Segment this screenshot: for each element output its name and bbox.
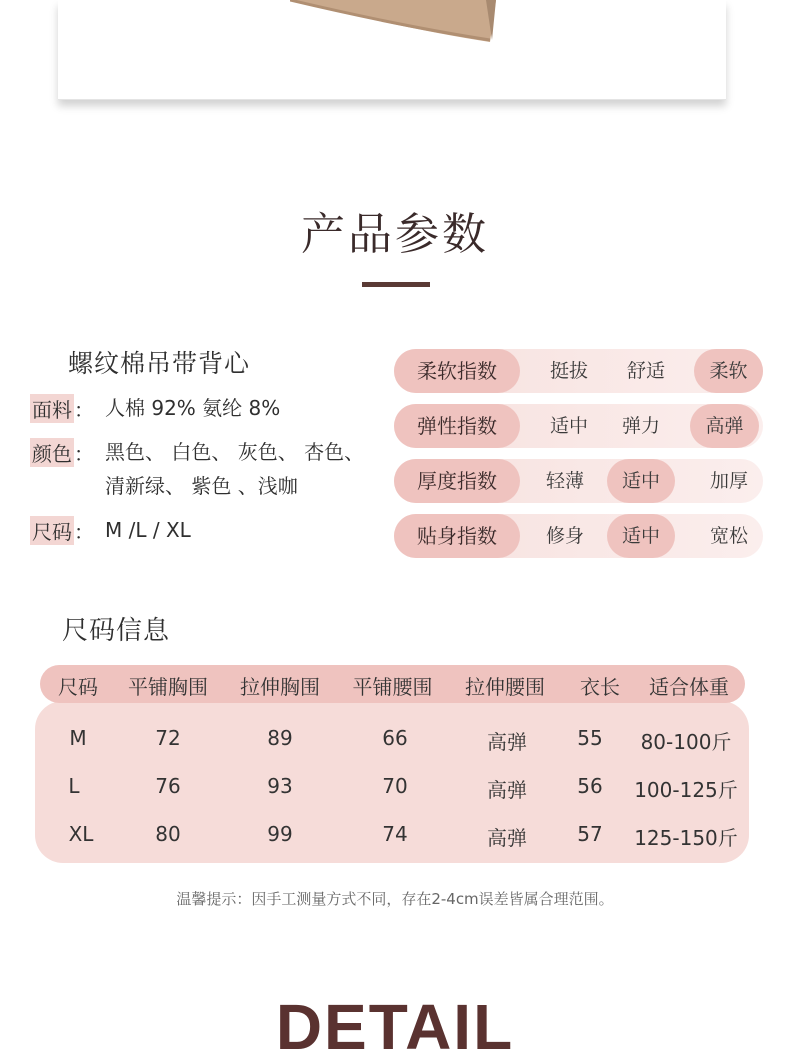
index-elasticity [394,404,763,448]
measurement-note: 温馨提示：因手工测量方式不同，存在2-4cm误差皆属合理范围。 [176,890,614,908]
table-header-cell: 平铺胸围 [128,675,208,699]
table-cell: 80-100斤 [640,730,732,754]
index-option: 修身 [545,525,584,547]
table-cell: 56 [577,774,603,798]
table-cell: 66 [382,726,408,750]
size-info-title: 尺码信息 [62,616,171,646]
index-option-selected: 高弹 [690,404,759,448]
spec-color: 颜色 ： 黑色、 白色、 灰色、 杏色、 清新绿、 紫色 、浅咖 [30,438,94,467]
index-option: 弹力 [621,415,660,437]
fabric-image [290,0,496,42]
index-option-selected: 适中 [607,459,675,503]
spec-color-value-1: 黑色、 白色、 灰色、 杏色、 [105,440,365,464]
index-option: 适中 [549,415,588,437]
page-title: 产品参数 [301,209,489,260]
spec-size: 尺码 ： M /L / XL [30,516,94,545]
table-cell: 93 [267,774,293,798]
table-header-cell: 尺码 [58,675,98,699]
table-cell: 125-150斤 [634,826,738,850]
table-cell: XL [68,822,94,846]
spec-fabric-label: 面料 [30,394,74,423]
table-cell: 55 [577,726,603,750]
product-image-card [58,0,726,100]
table-cell: 72 [155,726,181,750]
index-option-selected: 适中 [607,514,675,558]
table-cell: 57 [577,822,603,846]
index-option: 挺拔 [549,360,588,382]
table-cell: 74 [382,822,408,846]
table-header-cell: 拉伸腰围 [465,675,545,699]
table-cell: L [68,774,80,798]
spec-size-label: 尺码 [30,516,74,545]
index-option-selected: 柔软 [694,349,763,393]
table-header-cell: 衣长 [580,675,620,699]
table-header-cell: 平铺腰围 [352,675,433,699]
table-cell: 99 [267,822,293,846]
title-underline [362,282,430,287]
index-fit [394,514,763,558]
index-label: 柔软指数 [394,349,520,393]
index-softness [394,349,763,393]
index-thickness [394,459,763,503]
spec-fabric-value: 人棉 92% 氨纶 8% [105,396,281,420]
index-option: 舒适 [626,360,665,382]
table-cell: 76 [155,774,181,798]
table-cell: 高弹 [487,826,527,850]
index-option: 加厚 [709,470,748,492]
spec-size-value: M /L / XL [105,518,191,542]
product-name: 螺纹棉吊带背心 [68,349,251,378]
table-cell: 100-125斤 [634,778,738,802]
table-cell: 80 [155,822,181,846]
table-cell: M [69,726,87,750]
index-label: 厚度指数 [394,459,520,503]
table-header-cell: 适合体重 [649,675,729,699]
spec-color-value-2: 清新绿、 紫色 、浅咖 [105,474,298,498]
index-label: 贴身指数 [394,514,520,558]
index-label: 弹性指数 [394,404,520,448]
size-table [35,665,749,865]
table-cell: 89 [267,726,293,750]
table-cell: 70 [382,774,408,798]
detail-heading: DETAIL [275,991,515,1058]
table-header-cell: 拉伸胸围 [240,675,320,699]
table-cell: 高弹 [487,730,527,754]
table-cell: 高弹 [487,778,527,802]
spec-fabric: 面料 ： 人棉 92% 氨纶 8% [30,394,94,423]
index-option: 轻薄 [545,470,584,492]
spec-color-label: 颜色 [30,438,74,467]
index-option: 宽松 [709,525,748,547]
